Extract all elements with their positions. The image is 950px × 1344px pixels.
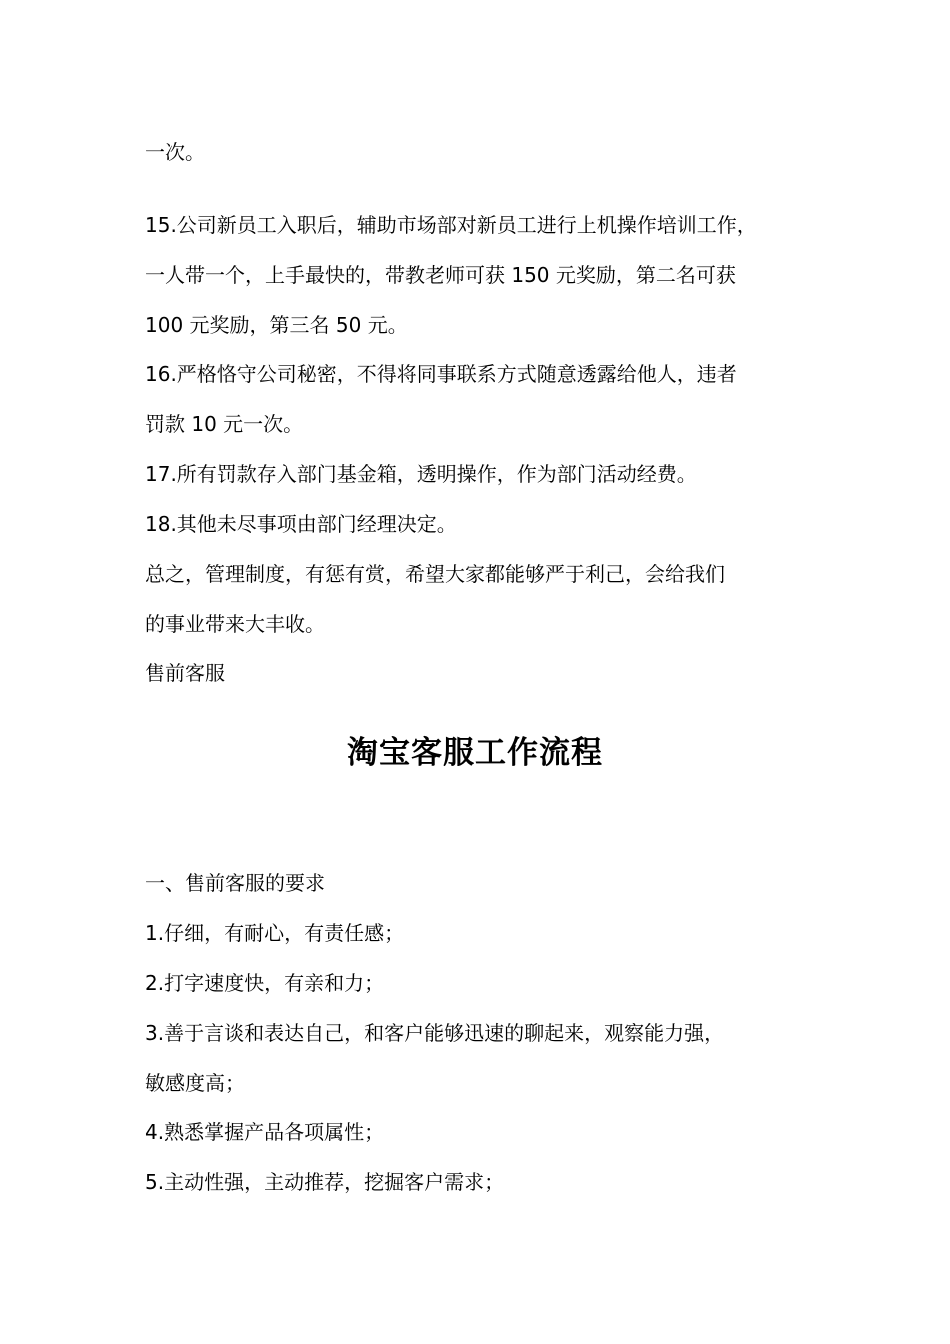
paragraph-line: 一人带一个，上手最快的，带教老师可获 150 元奖励，第二名可获	[145, 263, 736, 287]
paragraph-line: 一次。	[145, 140, 205, 164]
paragraph-line: 17.所有罚款存入部门基金箱，透明操作，作为部门活动经费。	[145, 462, 697, 486]
list-item: 2.打字速度快，有亲和力；	[145, 971, 385, 995]
section-heading: 一、售前客服的要求	[145, 871, 325, 895]
paragraph-line: 18.其他未尽事项由部门经理决定。	[145, 512, 457, 536]
section-label: 售前客服	[145, 661, 225, 685]
paragraph-line: 罚款 10 元一次。	[145, 412, 304, 436]
list-item: 1.仔细，有耐心，有责任感；	[145, 921, 405, 945]
paragraph-line: 总之，管理制度，有惩有赏，希望大家都能够严于利己，会给我们	[145, 562, 725, 586]
paragraph-line: 100 元奖励，第三名 50 元。	[145, 313, 408, 337]
paragraph-line: 15.公司新员工入职后，辅助市场部对新员工进行上机操作培训工作，	[145, 213, 757, 237]
list-item-continuation: 敏感度高；	[145, 1071, 245, 1095]
list-item: 4.熟悉掌握产品各项属性；	[145, 1120, 385, 1144]
list-item: 5.主动性强，主动推荐，挖掘客户需求；	[145, 1170, 505, 1194]
list-item: 3.善于言谈和表达自己，和客户能够迅速的聊起来，观察能力强，	[145, 1021, 725, 1045]
paragraph-line: 的事业带来大丰收。	[145, 612, 325, 636]
document-title: 淘宝客服工作流程	[347, 735, 603, 771]
paragraph-line: 16.严格恪守公司秘密，不得将同事联系方式随意透露给他人，违者	[145, 362, 737, 386]
